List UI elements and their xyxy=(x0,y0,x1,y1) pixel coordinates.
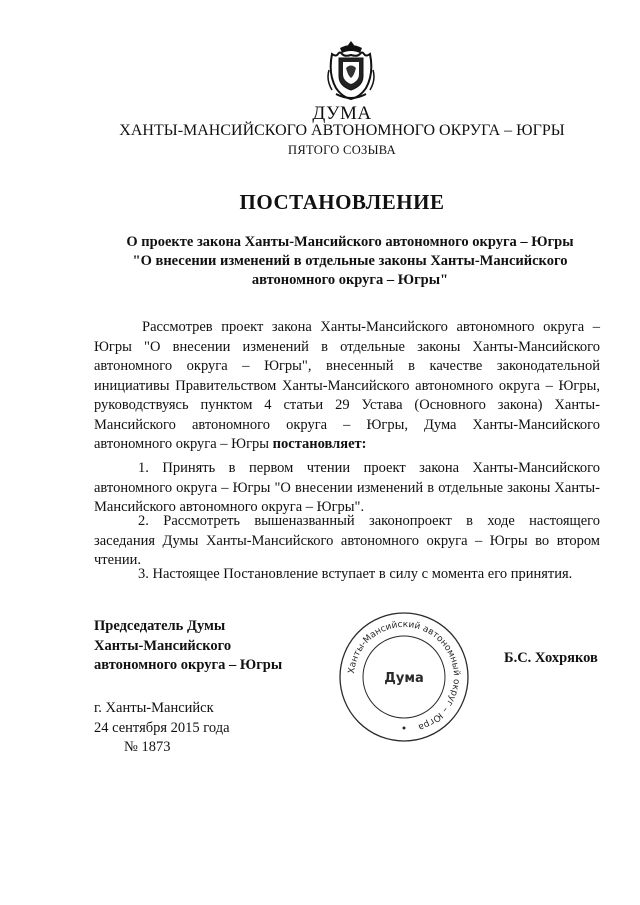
subject-line-1: О проекте закона Ханты-Мансийского автономного округа – Югры xyxy=(126,234,574,250)
document-type: ПОСТАНОВЛЕНИЕ xyxy=(239,190,445,214)
signatory-title xyxy=(94,617,282,676)
resolution-item-1: 1. Принять в первом чтении проект закона Ханты-Мансийского автономного округа – Югры "О внесении изменений в отдельные законы Ханты-Мансийского автономного округа – Югры". xyxy=(94,460,600,515)
signatory-title-line-2: Ханты-Мансийского xyxy=(94,637,232,654)
seal-center-text: Дума xyxy=(384,671,424,686)
signatory-name: Б.С. Хохряков xyxy=(504,650,598,666)
org-name: ДУМА xyxy=(312,103,372,124)
coat-of-arms-icon xyxy=(326,40,376,100)
subject-line-3: автономного округа – Югры" xyxy=(251,272,449,288)
official-seal xyxy=(337,610,471,744)
intro-paragraph xyxy=(94,318,600,455)
place-date-block xyxy=(94,699,230,758)
document-number: № 1873 xyxy=(124,739,171,755)
resolves-word: постановляет: xyxy=(272,436,367,452)
resolution-item-2: 2. Рассмотреть вышеназванный законопроект в ходе настоящего заседания Думы Ханты-Мансийского автономного округа – Югры во втором чтении. xyxy=(94,513,600,568)
city: г. Ханты-Мансийск xyxy=(94,700,214,716)
convocation: ПЯТОГО СОЗЫВА xyxy=(288,143,396,157)
resolution-item-3: 3. Настоящее Постановление вступает в силу с момента его принятия. xyxy=(138,566,573,582)
subject-line-2: "О внесении изменений в отдельные законы Ханты-Мансийского xyxy=(132,253,568,269)
seal-ring-text: Ханты-Мансийский автономный округ – Югра xyxy=(347,619,462,732)
signatory-title-line-3: автономного округа – Югры xyxy=(94,657,283,673)
document-subject xyxy=(100,233,600,290)
region-name: ХАНТЫ-МАНСИЙСКОГО АВТОНОМНОГО ОКРУГА – ЮГРЫ xyxy=(119,122,565,139)
signatory-title-line-1: Председатель Думы xyxy=(94,618,226,634)
document-date: 24 сентября 2015 года xyxy=(94,719,230,736)
intro-text: Рассмотрев проект закона Ханты-Мансийского автономного округа – Югры "О внесении изменений в отдельные законы Ханты-Мансийского автономного округа – Югры", внесенный в качестве законодательной инициативы Правительством Ханты-Мансийского автономного округа – Югры, руководствуясь пунктом 4 статьи 29 Устава (Основного закона) Ханты-Мансийского автономного округа – Югры, Дума Ханты-Мансийского автономного округа – Югры xyxy=(94,319,600,452)
